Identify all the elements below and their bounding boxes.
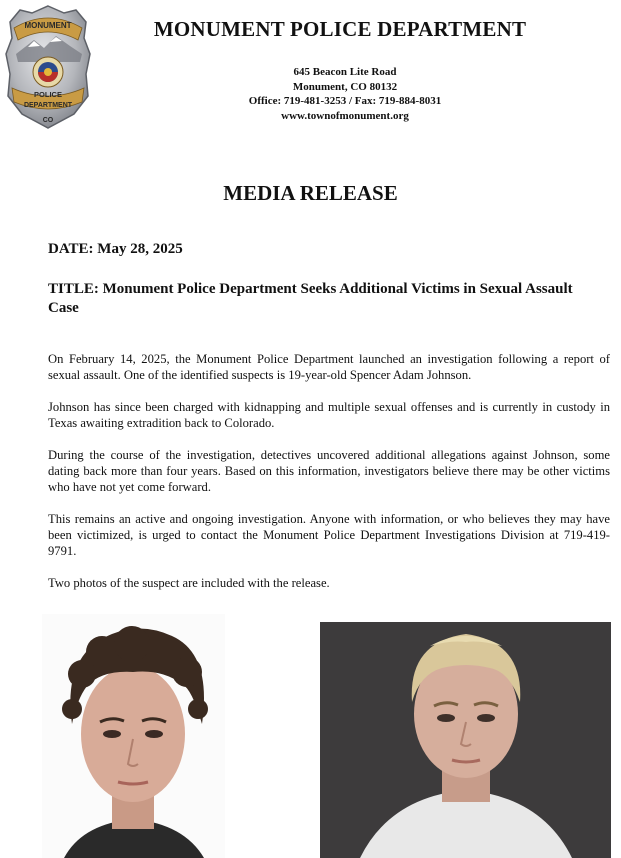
address-street: 645 Beacon Lite Road xyxy=(293,66,397,78)
release-body xyxy=(48,351,610,591)
badge-bottom-text: CO xyxy=(42,117,54,124)
badge-top-text: MONUMENT xyxy=(24,21,72,30)
paragraph-5: Two photos of the suspect are included with the release. xyxy=(48,576,330,590)
police-badge-logo xyxy=(4,4,92,130)
release-title: TITLE: Monument Police Department Seeks Additional Victims in Sexual Assault Case xyxy=(48,281,573,316)
phone-fax: Office: 719-481-3253 / Fax: 719-884-8031 xyxy=(248,95,442,107)
paragraph-3: During the course of the investigation, detectives uncovered additional allegations against Johnson, some dating back more than four years. Based on this information, investigators believe there may be other victims who have not yet come forward. xyxy=(48,448,610,494)
media-release-heading: MEDIA RELEASE xyxy=(223,181,398,205)
suspect-photo-2 xyxy=(320,622,611,858)
website-link[interactable]: www.townofmonument.org xyxy=(281,109,409,122)
paragraph-2: Johnson has since been charged with kidnapping and multiple sexual offenses and is currently in custody in Texas awaiting extradition back to Colorado. xyxy=(48,400,610,430)
badge-middle-text-1: POLICE xyxy=(34,90,62,99)
release-date: DATE: May 28, 2025 xyxy=(48,241,183,257)
paragraph-4: This remains an active and ongoing investigation. Anyone with information, or who believes they may have been victimized, is urged to contact the Monument Police Department Investigations Division at 719-419-9791. xyxy=(48,512,610,558)
suspect-photo-1 xyxy=(42,614,225,858)
department-name: MONUMENT POLICE DEPARTMENT xyxy=(153,17,527,41)
paragraph-1: On February 14, 2025, the Monument Police Department launched an investigation following a report of sexual assault. One of the identified suspects is 19-year-old Spencer Adam Johnson. xyxy=(48,352,610,382)
address-block xyxy=(180,65,510,123)
badge-middle-text-2: DEPARTMENT xyxy=(23,102,73,109)
address-city: Monument, CO 80132 xyxy=(292,80,398,93)
